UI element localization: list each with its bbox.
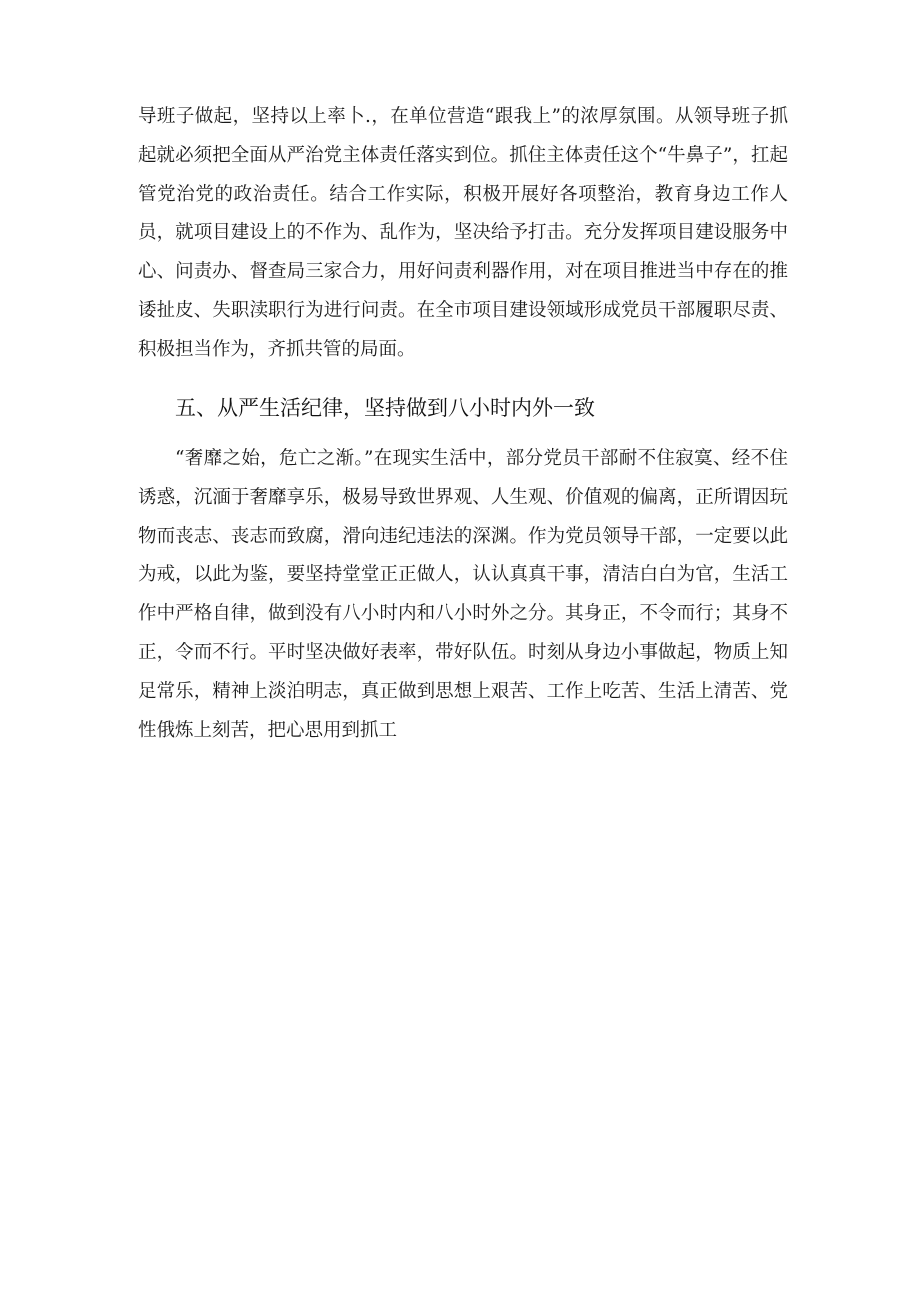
body-paragraph-1: 导班子做起，坚持以上率卜.，在单位营造“跟我上”的浓厚氛围。从领导班子抓起就必须把全面从严治党主体责任落实到位。抓住主体责任这个“牛鼻子”，扛起管党治党的政治责任。结合工作实际，积极开展好各项整治，教育身边工作人员，就项目建设上的不作为、乱作为，坚决给予打击。充分发挥项目建设服务中心、问责办、督查局三家合力，用好问责利器作用，对在项目推进当中存在的推诿扯皮、失职渎职行为进行问责。在全市项目建设领域形成党员干部履职尽责、积极担当作为，齐抓共管的局面。: [138, 106, 788, 360]
body-paragraph-2: “奢靡之始，危亡之渐。”在现实生活中，部分党员干部耐不住寂寞、经不住诱惑，沉湎于奢靡享乐，极易导致世界观、人生观、价值观的偏离，正所谓因玩物而丧志、丧志而致腐，滑向违纪违法的深渊。作为党员领导干部，一定要以此为戒，以此为鉴，要坚持堂堂正正做人，认认真真干事，清洁白白为官，生活工作中严格自律，做到没有八小时内和八小时外之分。其身正，不令而行；其身不正，令而不行。平时坚决做好表率，带好队伍。时刻从身边小事做起，物质上知足常乐，精神上淡泊明志，真正做到思想上艰苦、工作上吃苦、生活上清苦、党性俄炼上刻苦，把心思用到抓工: [138, 448, 788, 741]
section-heading: 五、从严生活纪律，坚持做到八小时内外一致: [175, 396, 595, 420]
